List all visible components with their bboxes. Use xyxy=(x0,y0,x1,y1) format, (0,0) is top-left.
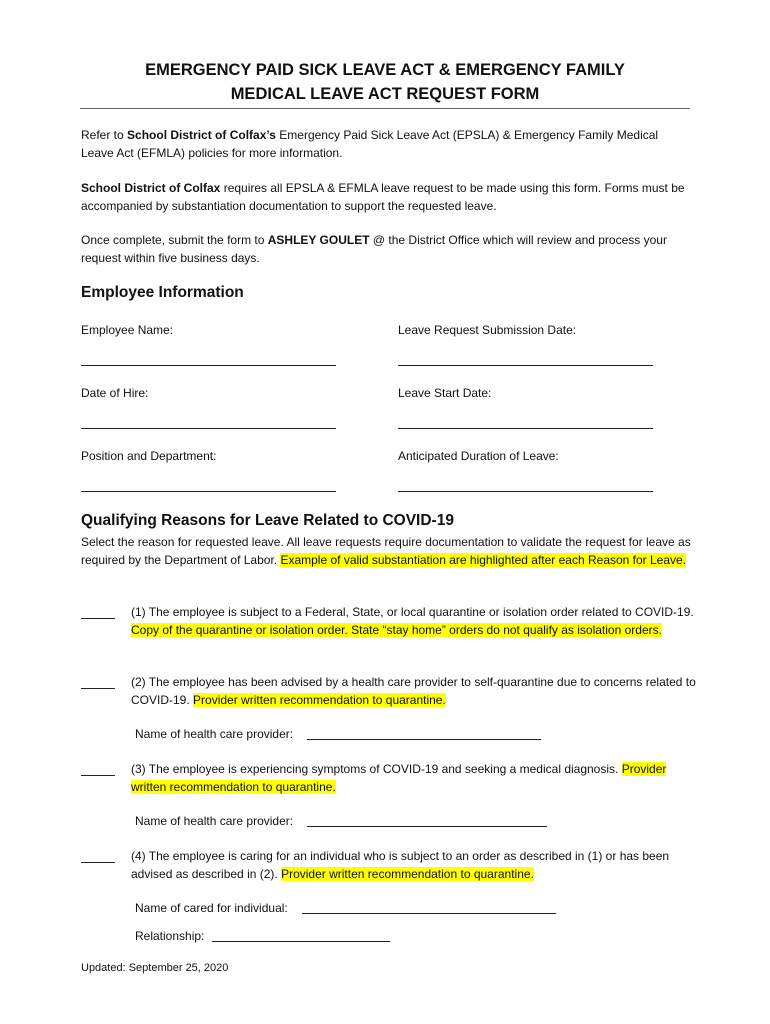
reasons-intro: Select the reason for requested leave. All leave requests require documentation to validate the request for leave as required by the Department of Labor. Example of valid substantiation are highlighted after each Reason for Leave. xyxy=(81,535,691,567)
position-dept-field[interactable] xyxy=(81,491,336,492)
leave-start-label: Leave Start Date: xyxy=(398,386,492,400)
reason-4-checkbox[interactable] xyxy=(81,862,115,863)
date-of-hire-label: Date of Hire: xyxy=(81,386,149,400)
reason-1-checkbox[interactable] xyxy=(81,618,115,619)
reason-4-relationship-field[interactable] xyxy=(212,941,390,942)
title-line-2: MEDICAL LEAVE ACT REQUEST FORM xyxy=(230,85,540,103)
leave-start-field[interactable] xyxy=(398,428,653,429)
employee-name-field[interactable] xyxy=(81,365,336,366)
reason-1: (1) The employee is subject to a Federal, State, or local quarantine or isolation order related to COVID-19. Copy of the quarantine or isolation order. State “stay home” orders do not qualify as isolation orders. xyxy=(131,605,694,637)
intro-paragraph-2: School District of Colfax requires all EPSLA & EFMLA leave request to be made using this form. Forms must be accompanied by substantiation documentation to support the requested leave. xyxy=(81,181,685,213)
title-line-1: EMERGENCY PAID SICK LEAVE ACT & EMERGENCY FAMILY xyxy=(145,61,625,79)
reason-3-provider-label: Name of health care provider: xyxy=(135,814,294,828)
reason-4-relationship-label: Relationship: xyxy=(135,929,205,943)
submission-date-label: Leave Request Submission Date: xyxy=(398,323,577,337)
reason-4-individual-label: Name of cared for individual: xyxy=(135,901,288,915)
duration-field[interactable] xyxy=(398,491,653,492)
reason-2: (2) The employee has been advised by a health care provider to self-quarantine due to concerns related to COVID-19. Provider written recommendation to quarantine. xyxy=(131,675,696,707)
reason-3-provider-field[interactable] xyxy=(307,826,547,827)
reason-2-provider-label: Name of health care provider: xyxy=(135,727,294,741)
intro-paragraph-3: Once complete, submit the form to ASHLEY GOULET @ the District Office which will review and process your request within five business days. xyxy=(81,233,667,265)
employee-name-label: Employee Name: xyxy=(81,323,174,337)
submission-date-field[interactable] xyxy=(398,365,653,366)
reason-2-checkbox[interactable] xyxy=(81,688,115,689)
employee-info-heading: Employee Information xyxy=(81,284,244,301)
reason-3-checkbox[interactable] xyxy=(81,775,115,776)
date-of-hire-field[interactable] xyxy=(81,428,336,429)
reasons-heading: Qualifying Reasons for Leave Related to COVID-19 xyxy=(81,512,454,529)
reason-4: (4) The employee is caring for an individual who is subject to an order as described in (1) or has been advised as described in (2). Provider written recommendation to quarantine. xyxy=(131,849,670,881)
reason-2-provider-field[interactable] xyxy=(307,739,541,740)
position-dept-label: Position and Department: xyxy=(81,449,217,463)
form-title xyxy=(80,58,690,106)
reason-3: (3) The employee is experiencing symptoms of COVID-19 and seeking a medical diagnosis. Provider written recommendation to quarantine. xyxy=(131,762,667,794)
updated-footer: Updated: September 25, 2020 xyxy=(81,962,229,974)
intro-paragraph-1: Refer to School District of Colfax’s Emergency Paid Sick Leave Act (EPSLA) & Emergency Family Medical Leave Act (EFMLA) policies for more information. xyxy=(81,128,659,160)
title-divider xyxy=(80,108,690,109)
reason-4-individual-field[interactable] xyxy=(302,913,556,914)
duration-label: Anticipated Duration of Leave: xyxy=(398,449,559,463)
